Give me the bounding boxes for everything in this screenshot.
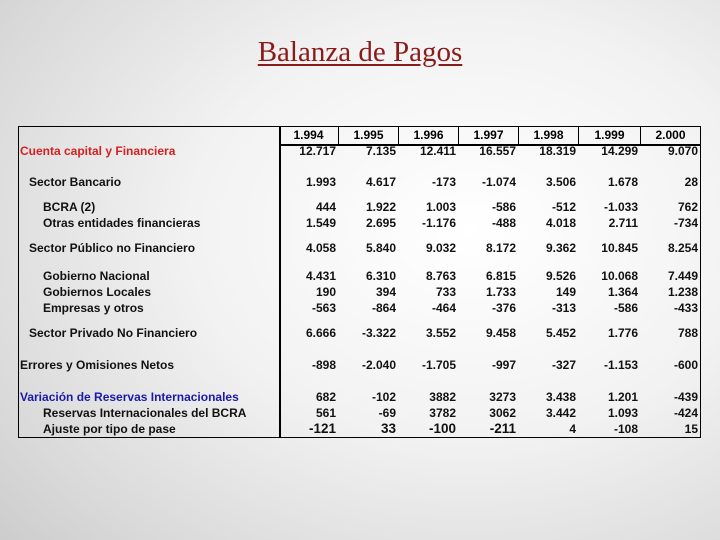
table-cell: -600 bbox=[673, 358, 698, 372]
table-cell: -433 bbox=[673, 301, 698, 315]
table-cell: 8.763 bbox=[425, 269, 456, 283]
table-cell: 28 bbox=[684, 175, 698, 189]
table-cell: 1.238 bbox=[667, 285, 698, 299]
table-cell: 1.776 bbox=[607, 326, 638, 340]
table-cell: -108 bbox=[613, 422, 638, 436]
row-label: Gobierno Nacional bbox=[43, 269, 150, 283]
table-cell: 18.319 bbox=[539, 144, 576, 158]
row-label: Sector Privado No Financiero bbox=[29, 326, 198, 340]
table-cell: 4.018 bbox=[545, 216, 576, 230]
table-cell: 9.458 bbox=[485, 326, 516, 340]
year-header: 1.998 bbox=[519, 126, 579, 144]
table-cell: -121 bbox=[308, 421, 336, 436]
table-cell: 5.840 bbox=[365, 241, 396, 255]
table-cell: 16.557 bbox=[479, 144, 516, 158]
table-cell: -563 bbox=[311, 301, 336, 315]
table-cell: -997 bbox=[491, 358, 516, 372]
table-cell: -211 bbox=[489, 421, 516, 436]
table-cell: -173 bbox=[431, 175, 456, 189]
table-cell: 788 bbox=[677, 326, 698, 340]
table-cell: -439 bbox=[673, 390, 698, 404]
table-cell: 149 bbox=[555, 285, 576, 299]
table-cell: 3.442 bbox=[545, 406, 576, 420]
table-cell: 3.438 bbox=[545, 390, 576, 404]
table-cell: 9.032 bbox=[425, 241, 456, 255]
table-cell: -586 bbox=[613, 301, 638, 315]
table-cell: 682 bbox=[315, 390, 336, 404]
slide-title: Balanza de Pagos bbox=[257, 36, 463, 68]
table-cell: 14.299 bbox=[601, 144, 638, 158]
table-cell: 12.717 bbox=[299, 144, 336, 158]
table-cell: -1.176 bbox=[421, 216, 456, 230]
table-cell: 3062 bbox=[489, 406, 516, 420]
table-cell: -488 bbox=[491, 216, 516, 230]
table-cell: 2.695 bbox=[365, 216, 396, 230]
year-header: 2.000 bbox=[641, 126, 701, 144]
table-cell: 1.201 bbox=[607, 390, 638, 404]
table-cell: -586 bbox=[491, 200, 516, 214]
table-cell: 3.506 bbox=[545, 175, 576, 189]
table-cell: -3.322 bbox=[361, 326, 396, 340]
table-cell: -2.040 bbox=[361, 358, 396, 372]
table-cell: 9.526 bbox=[545, 269, 576, 283]
row-label: Gobiernos Locales bbox=[43, 285, 152, 299]
table-cell: -464 bbox=[431, 301, 456, 315]
row-label: Errores y Omisiones Netos bbox=[20, 358, 175, 372]
table-cell: 4 bbox=[569, 422, 576, 436]
table-cell: 7.449 bbox=[667, 269, 698, 283]
row-label: BCRA (2) bbox=[43, 200, 96, 214]
table-cell: 1.678 bbox=[607, 175, 638, 189]
table-cell: -69 bbox=[378, 406, 396, 420]
table-cell: 2.711 bbox=[608, 216, 638, 230]
row-label: Empresas y otros bbox=[43, 301, 144, 315]
table-cell: 8.254 bbox=[667, 241, 698, 255]
table-cell: 1.993 bbox=[305, 175, 336, 189]
table-cell: 190 bbox=[315, 285, 336, 299]
table-cell: -898 bbox=[311, 358, 336, 372]
table-cell: 733 bbox=[435, 285, 456, 299]
table-cell: -1.033 bbox=[603, 200, 638, 214]
table-cell: -734 bbox=[673, 216, 698, 230]
table-cell: 1.093 bbox=[607, 406, 638, 420]
table-cell: 8.172 bbox=[485, 241, 516, 255]
table-cell: 3273 bbox=[489, 390, 516, 404]
table-cell: 10.845 bbox=[601, 241, 638, 255]
row-label: Reservas Internacionales del BCRA bbox=[43, 406, 247, 420]
table-cell: -376 bbox=[491, 301, 516, 315]
year-header: 1.996 bbox=[399, 126, 459, 144]
table-cell: -424 bbox=[673, 406, 698, 420]
table-cell: 4.431 bbox=[305, 269, 336, 283]
table-cell: 561 bbox=[315, 406, 336, 420]
table-cell: 1.003 bbox=[425, 200, 456, 214]
table-cell: 394 bbox=[375, 285, 396, 299]
row-label: Ajuste por tipo de pase bbox=[43, 422, 176, 436]
table-cell: 6.310 bbox=[365, 269, 396, 283]
table-cell: 1.364 bbox=[607, 285, 638, 299]
row-label: Variación de Reservas Internacionales bbox=[20, 390, 239, 404]
table-cell: -1.074 bbox=[481, 175, 516, 189]
table-cell: 33 bbox=[380, 421, 396, 436]
table-cell: -327 bbox=[551, 358, 576, 372]
table-cell: 1.922 bbox=[365, 200, 396, 214]
table-cell: 6.815 bbox=[485, 269, 516, 283]
table-cell: 3882 bbox=[429, 390, 456, 404]
table-cell: -313 bbox=[551, 301, 576, 315]
table-cell: 7.135 bbox=[365, 144, 396, 158]
table-cell: 15 bbox=[684, 422, 698, 436]
year-header: 1.999 bbox=[579, 126, 641, 144]
table-cell: 4.617 bbox=[365, 175, 396, 189]
row-label: Sector Bancario bbox=[29, 175, 122, 189]
table-cell: 3.552 bbox=[425, 326, 456, 340]
table-cell: 444 bbox=[315, 200, 336, 214]
table-cell: -100 bbox=[428, 421, 456, 436]
table-cell: -864 bbox=[371, 301, 396, 315]
year-header: 1.997 bbox=[459, 126, 519, 144]
table-cell: 1.549 bbox=[305, 216, 336, 230]
table-cell: -1.705 bbox=[421, 358, 456, 372]
row-label: Cuenta capital y Financiera bbox=[20, 144, 176, 158]
table-cell: 9.362 bbox=[545, 241, 576, 255]
row-label: Otras entidades financieras bbox=[43, 216, 201, 230]
table-cell: 9.070 bbox=[667, 144, 698, 158]
table-cell: 12.411 bbox=[419, 144, 456, 158]
table-cell: 1.733 bbox=[485, 285, 516, 299]
table-cell: -102 bbox=[371, 390, 396, 404]
year-header: 1.995 bbox=[339, 126, 399, 144]
table-cell: 3782 bbox=[429, 406, 456, 420]
table-cell: 6.666 bbox=[305, 326, 336, 340]
table-cell: 5.452 bbox=[545, 326, 576, 340]
table-cell: -512 bbox=[551, 200, 576, 214]
row-label: Sector Público no Financiero bbox=[29, 241, 196, 255]
table-cell: -1.153 bbox=[603, 358, 638, 372]
year-header: 1.994 bbox=[279, 126, 339, 144]
table-cell: 4.058 bbox=[305, 241, 336, 255]
table-cell: 10.068 bbox=[601, 269, 638, 283]
table-cell: 762 bbox=[677, 200, 698, 214]
